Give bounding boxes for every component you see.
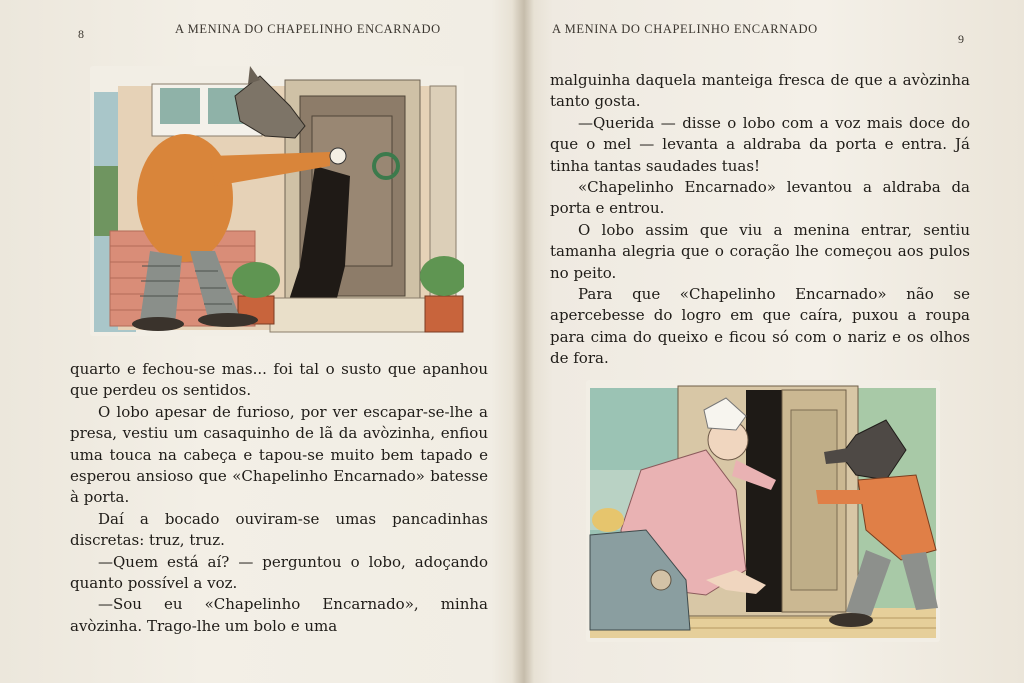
- paragraph: —Quem está aí? — perguntou o lobo, adoçando quanto possível a voz.: [70, 552, 488, 593]
- running-head: A MENINA DO CHAPELINHO ENCARNADO: [552, 22, 818, 36]
- paragraph: —Querida — disse o lobo com a voz mais doce do que o mel — levanta a aldraba da porta e entra. Já tinha tantas saudades tuas!: [550, 113, 970, 175]
- left-page: [12, 0, 522, 683]
- left-page-text: [70, 359, 488, 637]
- right-page-text: [550, 70, 970, 370]
- right-page: [526, 0, 1024, 683]
- paragraph: Para que «Chapelinho Encarnado» não se apercebesse do logro em que caíra, puxou a roupa para cima do queixo e ficou só com o nariz e os olhos de fora.: [550, 285, 970, 368]
- paragraph: O lobo assim que viu a menina entrar, sentiu tamanha alegria que o coração lhe começou aos pulos no peito.: [550, 220, 970, 282]
- paragraph: quarto e fechou-se mas... foi tal o susto que apanhou que perdeu os sentidos.: [70, 360, 488, 400]
- paragraph: O lobo apesar de furioso, por ver escapar-se-lhe a presa, vestiu um casaquinho de lã da avòzinha, enfiou uma touca na cabeça e tapou-se muito bem tapado e esperou ansioso que «Chapelinho Encarnado» batesse à porta.: [70, 402, 488, 507]
- paragraph: malguinha daquela manteiga fresca de que a avòzinha tanto gosta.: [550, 71, 970, 111]
- paragraph: —Sou eu «Chapelinho Encarnado», minha avòzinha. Trago-lhe um bolo e uma: [70, 595, 488, 635]
- page-number: 9: [958, 32, 964, 46]
- paragraph: Daí a bocado ouviram-se umas pancadinhas discretas: truz, truz.: [70, 509, 488, 550]
- wolf-knocking-door-illustration: [90, 66, 464, 336]
- running-head: A MENINA DO CHAPELINHO ENCARNADO: [175, 22, 441, 36]
- grandmother-fleeing-wolf-illustration: [586, 380, 940, 642]
- page-number: 8: [78, 27, 84, 41]
- paragraph: «Chapelinho Encarnado» levantou a aldraba da porta e entrou.: [550, 178, 970, 218]
